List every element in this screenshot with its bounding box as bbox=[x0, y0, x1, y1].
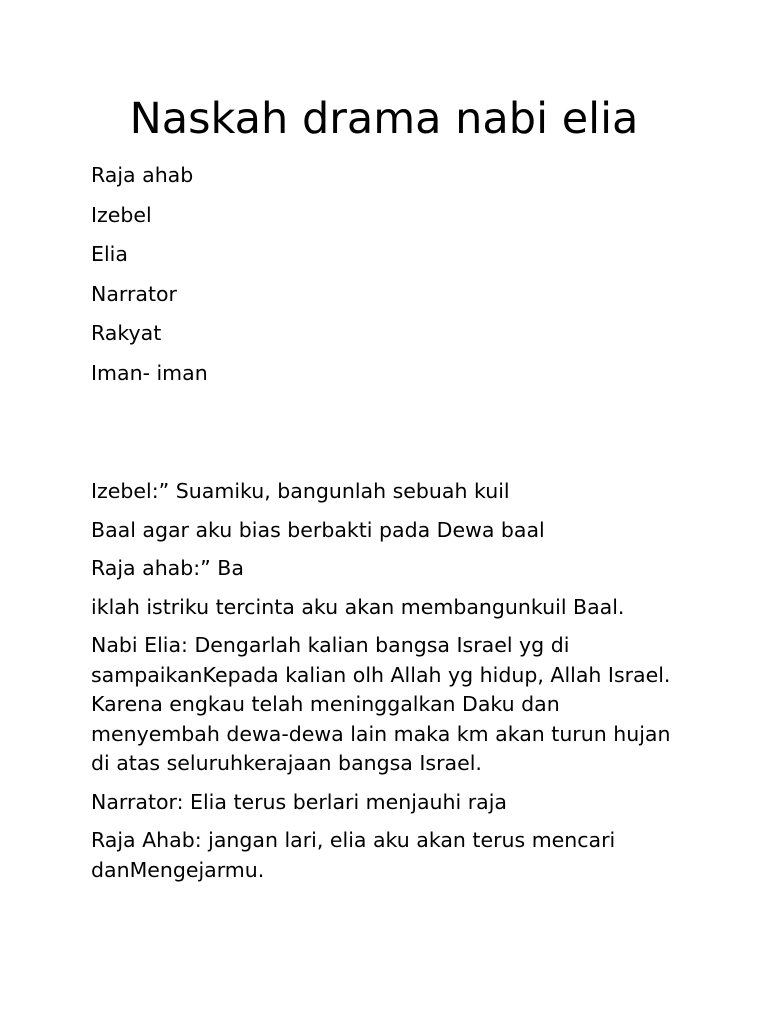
cast-item: Rakyat bbox=[91, 321, 162, 346]
script-paragraph: Izebel:” Suamiku, bangunlah sebuah kuil bbox=[91, 479, 510, 503]
script-paragraph: Narrator: Elia terus berlari menjauhi raja bbox=[91, 789, 507, 814]
script-paragraph: Raja Ahab: jangan lari, elia aku akan terus mencari danMengejarmu. bbox=[91, 828, 616, 882]
document-title: Naskah drama nabi elia bbox=[129, 94, 639, 144]
cast-item: Izebel bbox=[91, 202, 152, 227]
script-paragraph: Nabi Elia: Dengarlah kalian bangsa Israel yg di sampaikanKepada kalian olh Allah yg hidup, Allah Israel. Karena engkau telah meninggalkan Daku dan menyembah dewa-dewa lain maka km akan turun hujan di atas seluruhkerajaan bangsa Israel. bbox=[91, 633, 671, 775]
script-paragraph: Baal agar aku bias berbakti pada Dewa baal bbox=[91, 517, 545, 542]
script-paragraph: Raja ahab:” Ba bbox=[91, 556, 244, 580]
cast-item: Elia bbox=[91, 242, 128, 267]
cast-item: Raja ahab bbox=[91, 163, 194, 187]
cast-item: Iman- iman bbox=[91, 360, 208, 385]
script-paragraph: iklah istriku tercinta aku akan membangunkuil Baal. bbox=[91, 594, 625, 619]
script-body bbox=[91, 477, 691, 894]
cast-list bbox=[91, 160, 691, 398]
cast-item: Narrator bbox=[91, 281, 177, 306]
